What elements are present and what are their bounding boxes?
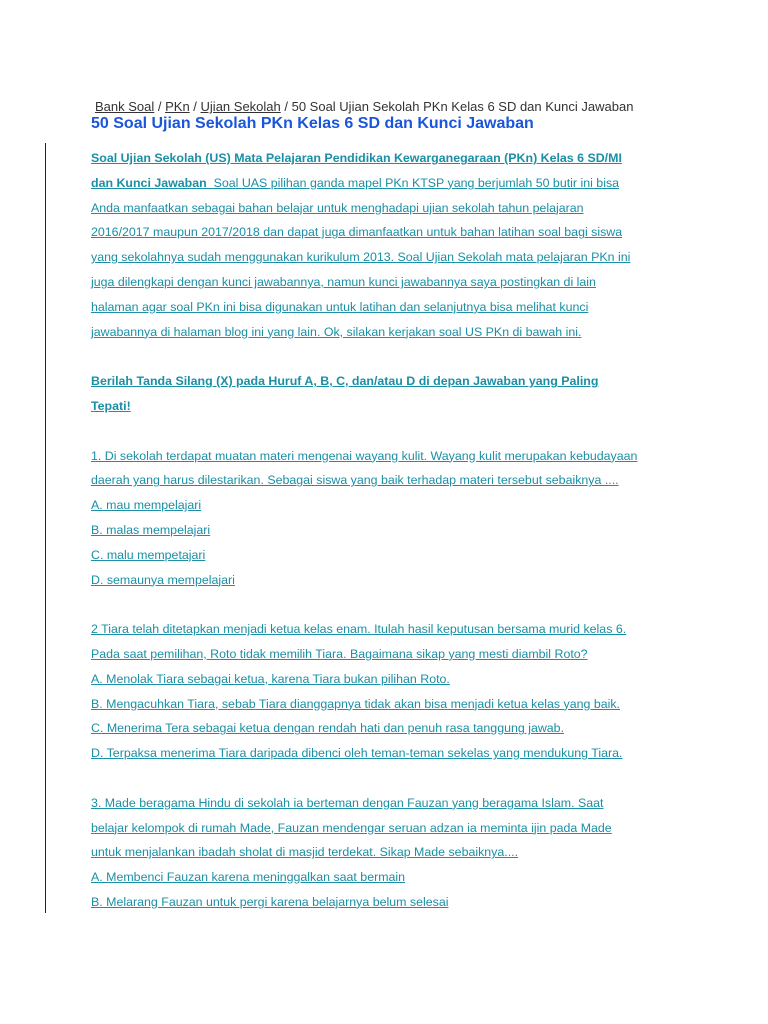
intro-line: jawabannya di halaman blog ini yang lain. Ok, silakan kerjakan soal US PKn di bawah ini.	[91, 324, 582, 339]
intro-paragraph	[91, 146, 691, 344]
breadcrumb-current: 50 Soal Ujian Sekolah PKn Kelas 6 SD dan Kunci Jawaban	[291, 99, 634, 114]
question-1	[91, 444, 691, 593]
question-text-line: 2 Tiara telah ditetapkan menjadi ketua kelas enam. Itulah hasil keputusan bersama murid kelas 6.	[91, 622, 627, 637]
breadcrumb-separator: /	[280, 99, 292, 114]
intro-bold-line: dan Kunci Jawaban_	[91, 175, 214, 190]
breadcrumb-link-ujian-sekolah[interactable]: Ujian Sekolah	[200, 99, 281, 114]
breadcrumb-link-bank-soal[interactable]: Bank Soal	[95, 99, 155, 114]
answer-option: B. Mengacuhkan Tiara, sebab Tiara dianggapnya tidak akan bisa menjadi ketua kelas yang baik.	[91, 696, 621, 711]
intro-line: juga dilengkapi dengan kunci jawabannya, namun kunci jawabannya saya postingkan di lain	[91, 274, 596, 289]
question-text-line: daerah yang harus dilestarikan. Sebagai siswa yang baik terhadap materi tersebut sebaiknya ....	[91, 473, 619, 488]
question-text-line: 3. Made beragama Hindu di sekolah ia berteman dengan Fauzan yang beragama Islam. Saat	[91, 795, 604, 810]
paragraph-gap	[91, 419, 691, 444]
intro-line: Anda manfaatkan sebagai bahan belajar untuk menghadapi ujian sekolah tahun pelajaran	[91, 200, 584, 215]
answer-option: C. Menerima Tera sebagai ketua dengan rendah hati dan penuh rasa tanggung jawab.	[91, 721, 565, 736]
breadcrumb	[95, 99, 633, 114]
answer-option: D. Terpaksa menerima Tiara daripada dibenci oleh teman-teman sekelas yang mendukung Tiara.	[91, 746, 623, 761]
intro-line	[91, 171, 691, 196]
margin-divider	[45, 143, 46, 913]
breadcrumb-separator: /	[189, 99, 201, 114]
intro-line: 2016/2017 maupun 2017/2018 dan dapat juga dimanfaatkan untuk bahan latihan soal bagi siswa	[91, 225, 623, 240]
intro-bold-line: Soal Ujian Sekolah (US) Mata Pelajaran Pendidikan Kewarganegaraan (PKn) Kelas 6 SD/MI	[91, 151, 622, 165]
instruction	[91, 369, 691, 419]
answer-option: B. Melarang Fauzan untuk pergi karena belajarnya belum selesai	[91, 894, 449, 909]
breadcrumb-separator: /	[154, 99, 166, 114]
paragraph-gap	[91, 766, 691, 791]
instruction-line: Tepati!	[91, 398, 131, 413]
question-text-line: 1. Di sekolah terdapat muatan materi mengenai wayang kulit. Wayang kulit merupakan kebudayaan	[91, 448, 638, 463]
paragraph-gap	[91, 592, 691, 617]
paragraph-gap	[91, 344, 691, 369]
question-text-line: untuk menjalankan ibadah sholat di masjid terdekat. Sikap Made sebaiknya....	[91, 845, 519, 860]
intro-line: halaman agar soal PKn ini bisa digunakan untuk latihan dan selanjutnya bisa melihat kunci	[91, 299, 589, 314]
question-text-line: belajar kelompok di rumah Made, Fauzan mendengar seruan adzan ia meminta ijin pada Made	[91, 820, 612, 835]
article-body	[91, 146, 691, 915]
intro-line: yang sekolahnya sudah menggunakan kurikulum 2013. Soal Ujian Sekolah mata pelajaran PKn ini	[91, 250, 631, 265]
question-2	[91, 617, 691, 766]
answer-option: A. mau mempelajari	[91, 498, 202, 513]
page-title: 50 Soal Ujian Sekolah PKn Kelas 6 SD dan Kunci Jawaban	[91, 115, 534, 132]
instruction-line: Berilah Tanda Silang (X) pada Huruf A, B, C, dan/atau D di depan Jawaban yang Paling	[91, 374, 599, 389]
question-text-line: Pada saat pemilihan, Roto tidak memilih Tiara. Bagaimana sikap yang mesti diambil Roto?	[91, 646, 588, 661]
intro-line-rest: Soal UAS pilihan ganda mapel PKn KTSP yang berjumlah 50 butir ini bisa	[213, 175, 620, 190]
breadcrumb-link-pkn[interactable]: PKn	[165, 99, 190, 114]
answer-option: B. malas mempelajari	[91, 522, 211, 537]
answer-option: A. Membenci Fauzan karena meninggalkan saat bermain	[91, 870, 406, 885]
question-3	[91, 791, 691, 915]
answer-option: D. semaunya mempelajari	[91, 572, 235, 587]
answer-option: C. malu mempetajari	[91, 547, 206, 562]
answer-option: A. Menolak Tiara sebagai ketua, karena Tiara bukan pilihan Roto.	[91, 671, 450, 686]
